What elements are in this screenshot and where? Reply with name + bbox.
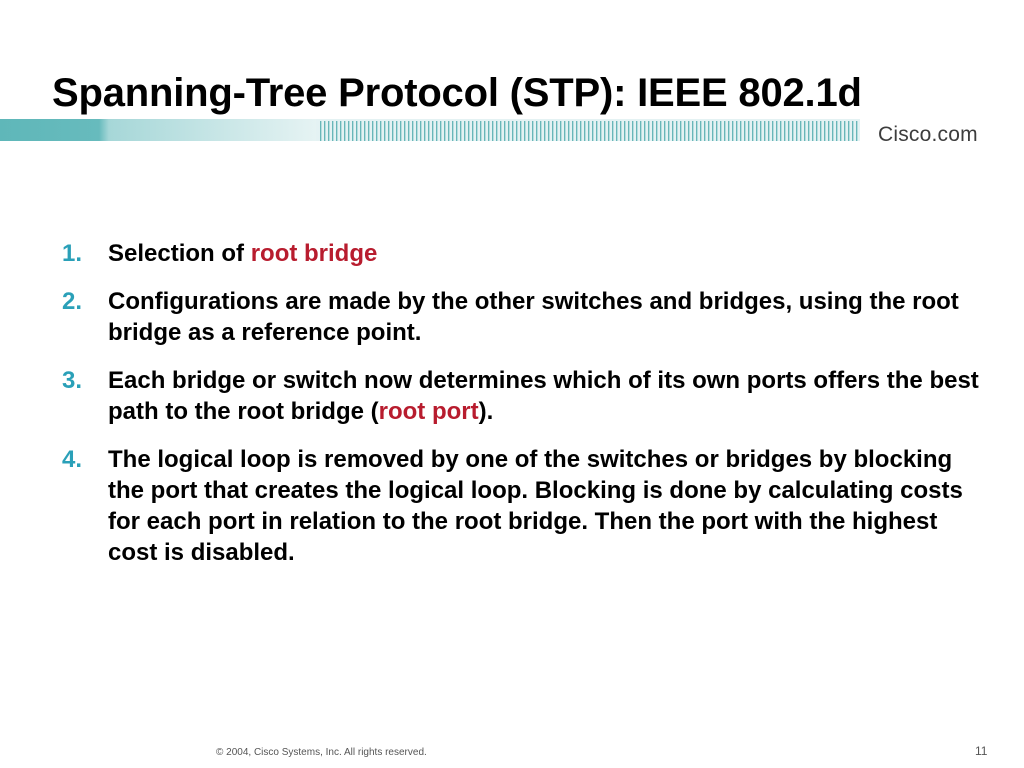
list-number: 2. xyxy=(62,288,83,315)
list-item xyxy=(62,286,982,348)
header-band xyxy=(0,117,1024,147)
slide-title: Spanning-Tree Protocol (STP): IEEE 802.1d xyxy=(52,71,862,115)
list-item xyxy=(62,444,982,568)
item-text: The logical loop is removed by one of the switches or bridges by blocking the port that creates the logical loop. Blocking is done by calculating costs for each port in relation to the root bridge. Then the port with the highest cost is disabled. xyxy=(108,446,963,566)
cisco-logo: Cisco.com xyxy=(878,123,978,146)
item-text-end: ). xyxy=(478,398,494,425)
page-number: 11 xyxy=(975,744,988,758)
highlight-term: root port xyxy=(378,398,479,425)
numbered-list xyxy=(62,238,982,585)
list-number: 4. xyxy=(62,446,83,473)
item-text: Selection of xyxy=(108,240,251,267)
list-number: 3. xyxy=(62,367,83,394)
item-text: Each bridge or switch now determines which of its own ports offers the best path to the root bridge ( xyxy=(108,367,979,425)
list-item xyxy=(62,365,982,427)
item-text: Configurations are made by the other switches and bridges, using the root bridge as a reference point. xyxy=(108,288,959,346)
list-number: 1. xyxy=(62,240,83,267)
highlight-term: root bridge xyxy=(250,240,378,267)
list-item xyxy=(62,238,982,269)
copyright-footer: © 2004, Cisco Systems, Inc. All rights reserved. xyxy=(216,747,427,758)
